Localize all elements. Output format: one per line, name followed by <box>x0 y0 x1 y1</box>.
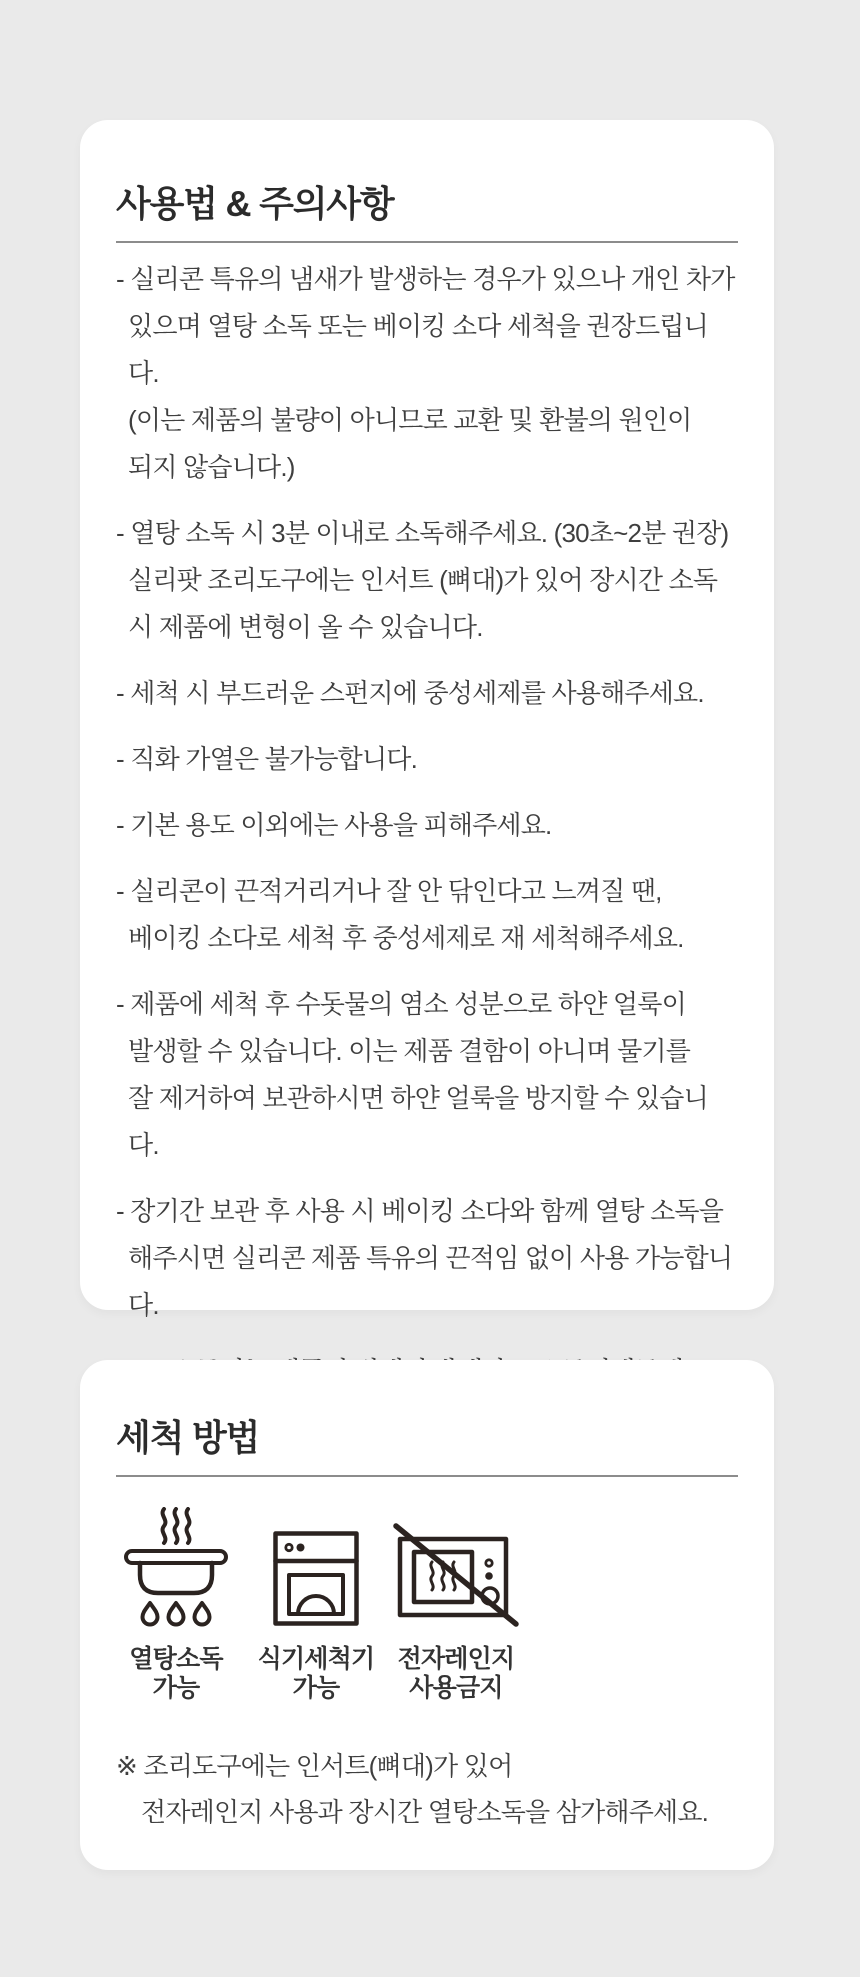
bullet-line: 시 제품에 변형이 올 수 있습니다. <box>128 612 483 642</box>
boiling-pot-icon <box>123 1507 229 1627</box>
bullet-line: - 기본 용도 이외에는 사용을 피해주세요. <box>116 810 552 840</box>
bullet-line: 되지 않습니다.) <box>128 452 295 482</box>
method-label-boiling: 열탕소독 가능 <box>129 1645 223 1702</box>
bullet-line: - 세척 시 부드러운 스펀지에 중성세제를 사용해주세요. <box>116 678 704 708</box>
method-boiling <box>106 1505 246 1703</box>
bullet-line: - 실리콘 특유의 냄새가 발생하는 경우가 있으나 개인 차가 <box>116 264 735 294</box>
insert-warning-note <box>116 1743 738 1835</box>
bullet-line: - 열탕 소독 시 3분 이내로 소독해주세요. (30초~2분 권장) <box>116 518 729 548</box>
usage-bullet <box>116 736 738 783</box>
bullet-line: 잘 제거하여 보관하시면 하얀 얼룩을 방지할 수 있습니다. <box>128 1083 708 1160</box>
note-line-1: ※ 조리도구에는 인서트(뼈대)가 있어 <box>116 1751 513 1781</box>
usage-bullet <box>116 981 738 1169</box>
bullet-line: 발생할 수 있습니다. 이는 제품 결함이 아니며 물기를 <box>128 1036 691 1066</box>
usage-bullet <box>116 868 738 962</box>
usage-bullet-list <box>116 256 738 1395</box>
bullet-line: (이는 제품의 불량이 아니므로 교환 및 환불의 원인이 <box>128 405 692 435</box>
bullet-line: - 직화 가열은 불가능합니다. <box>116 744 418 774</box>
bullet-line: 있으며 열탕 소독 또는 베이킹 소다 세척을 권장드립니다. <box>128 311 708 388</box>
microwave-banned-icon <box>393 1519 519 1627</box>
usage-divider-line <box>116 241 738 243</box>
bullet-line: 해주시면 실리콘 제품 특유의 끈적임 없이 사용 가능합니다. <box>128 1243 733 1320</box>
bullet-line: - 장기간 보관 후 사용 시 베이킹 소다와 함께 열탕 소독을 <box>116 1196 724 1226</box>
usage-card-title: 사용법 & 주의사항 <box>116 183 394 224</box>
method-microwave <box>386 1505 526 1703</box>
note-line-2: 전자레인지 사용과 장시간 열탕소독을 삼가해주세요. <box>141 1797 709 1827</box>
wash-divider-line <box>116 1475 738 1477</box>
dishwasher-icon-box <box>272 1505 360 1627</box>
usage-precautions-card <box>80 120 774 1320</box>
wash-card-title: 세척 방법 <box>116 1417 260 1458</box>
bullet-line: - 실리콘이 끈적거리거나 잘 안 닦인다고 느껴질 땐, <box>116 876 662 906</box>
wash-method-row <box>106 1505 738 1703</box>
microwave-banned-icon-box <box>393 1505 519 1627</box>
usage-bullet <box>116 802 738 849</box>
method-label-dishwasher: 식기세척기 가능 <box>257 1645 375 1702</box>
method-dishwasher <box>246 1505 386 1703</box>
bullet-line: 베이킹 소다로 세척 후 중성세제로 재 세척해주세요. <box>128 923 684 953</box>
usage-bullet <box>116 670 738 717</box>
dishwasher-icon <box>272 1530 360 1627</box>
washing-method-card <box>80 1360 774 1870</box>
method-label-microwave: 전자레인지 사용금지 <box>397 1645 515 1702</box>
usage-bullet <box>116 256 738 491</box>
usage-bullet <box>116 1188 738 1329</box>
bullet-line: - 제품에 세척 후 수돗물의 염소 성분으로 하얀 얼룩이 <box>116 989 686 1019</box>
bullet-line: 실리팟 조리도구에는 인서트 (뼈대)가 있어 장시간 소독 <box>128 565 718 595</box>
usage-bullet <box>116 510 738 651</box>
boiling-pot-icon-box <box>123 1505 229 1627</box>
